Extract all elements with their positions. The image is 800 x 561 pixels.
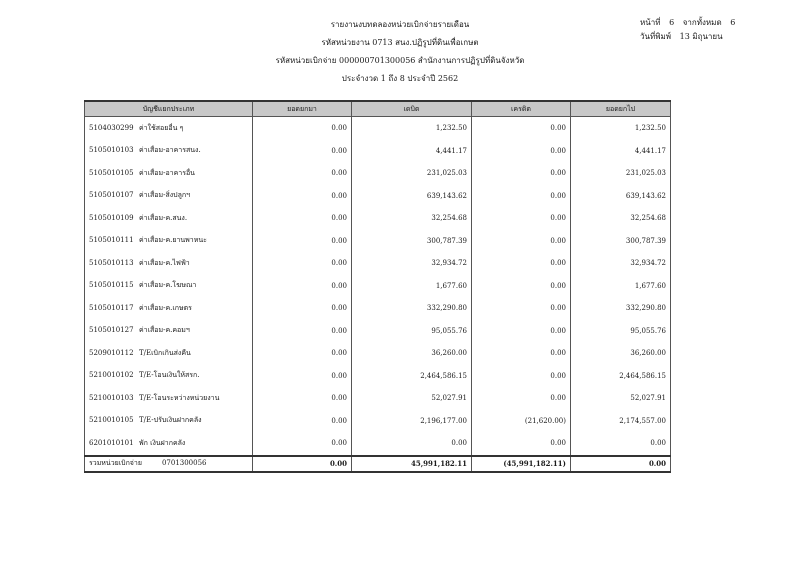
credit: 0.00 xyxy=(472,185,571,208)
balance-cf: 1,677.60 xyxy=(571,275,671,298)
account-name: ค่าใช้สอยอื่น ๆ xyxy=(139,123,184,132)
account-name: ค่าเสื่อม-ค.ยานพาหนะ xyxy=(139,236,207,245)
total-unit-code: 0701300056 xyxy=(161,459,207,467)
page-info xyxy=(640,16,790,44)
account-code: 5105010115 xyxy=(89,281,134,290)
account-code: 5210010103 xyxy=(89,393,134,402)
debit: 1,677.60 xyxy=(352,275,472,298)
account-name: T/E-โอนเงินให้สรก. xyxy=(139,371,200,380)
account-code: 5209010112 xyxy=(89,348,134,357)
account-name: ค่าเสื่อม-ค.สนง. xyxy=(139,213,188,222)
table-header-row xyxy=(85,101,671,117)
table-body xyxy=(85,117,671,456)
total-row xyxy=(85,456,671,472)
balance-bf: 0.00 xyxy=(253,140,352,163)
balance-cf: 639,143.62 xyxy=(571,185,671,208)
balance-cf: 32,934.72 xyxy=(571,252,671,275)
total-pages-label: จากทั้งหมด xyxy=(682,18,722,27)
credit: 0.00 xyxy=(472,117,571,140)
credit: 0.00 xyxy=(472,297,571,320)
debit: 300,787.39 xyxy=(352,230,472,253)
debit: 95,055.76 xyxy=(352,320,472,343)
table-row xyxy=(85,320,671,343)
account-code: 5105010105 xyxy=(89,168,134,177)
account-code: 5105010109 xyxy=(89,213,134,222)
table-row xyxy=(85,365,671,388)
balance-cf: 2,174,557.00 xyxy=(571,410,671,433)
table-row xyxy=(85,432,671,456)
account-code: 5105010117 xyxy=(89,303,134,312)
account-name: ค่าเสื่อม-ค.ไฟฟ้า xyxy=(139,258,190,267)
balance-bf: 0.00 xyxy=(253,162,352,185)
debit: 639,143.62 xyxy=(352,185,472,208)
table-row xyxy=(85,207,671,230)
balance-cf: 2,464,586.15 xyxy=(571,365,671,388)
balance-bf: 0.00 xyxy=(253,320,352,343)
disbursement-unit-line: รหัสหน่วยเบิกจ่าย 000000701300056 สำนักงานการปฏิรูปที่ดินจังหวัด xyxy=(275,56,525,65)
debit: 2,464,586.15 xyxy=(352,365,472,388)
table-row xyxy=(85,275,671,298)
balance-bf: 0.00 xyxy=(253,117,352,140)
page-number: 6 xyxy=(669,18,675,27)
total-label: รวมหน่วยเบิกจ่าย xyxy=(89,459,142,467)
header-balance-cf: ยอดยกไป xyxy=(571,101,671,117)
balance-cf: 231,025.03 xyxy=(571,162,671,185)
debit: 231,025.03 xyxy=(352,162,472,185)
credit: 0.00 xyxy=(472,320,571,343)
debit: 332,290.80 xyxy=(352,297,472,320)
report-title: รายงานงบทดลองหน่วยเบิกจ่ายรายเดือน xyxy=(330,20,470,29)
balance-cf: 4,441.17 xyxy=(571,140,671,163)
report-header xyxy=(200,16,600,88)
account-name: พัก เงินฝากคลัง xyxy=(139,438,186,447)
balance-bf: 0.00 xyxy=(253,252,352,275)
balance-bf: 0.00 xyxy=(253,297,352,320)
table-row xyxy=(85,140,671,163)
header-account: บัญชีแยกประเภท xyxy=(85,101,253,117)
credit: 0.00 xyxy=(472,162,571,185)
balance-cf: 1,232.50 xyxy=(571,117,671,140)
credit: 0.00 xyxy=(472,432,571,456)
balance-bf: 0.00 xyxy=(253,207,352,230)
table-row xyxy=(85,342,671,365)
account-code: 5105010113 xyxy=(89,258,134,267)
balance-cf: 52,027.91 xyxy=(571,387,671,410)
account-name: ค่าเสื่อม-ค.คอมฯ xyxy=(139,326,190,335)
header-credit: เครดิต xyxy=(472,101,571,117)
balance-cf: 36,260.00 xyxy=(571,342,671,365)
header-debit: เดบิต xyxy=(352,101,472,117)
credit: 0.00 xyxy=(472,207,571,230)
credit: 0.00 xyxy=(472,252,571,275)
table-row xyxy=(85,410,671,433)
total-credit: (45,991,182.11) xyxy=(472,456,571,472)
balance-bf: 0.00 xyxy=(253,342,352,365)
account-name: ค่าเสื่อม-ค.โฆษณา xyxy=(139,281,197,290)
debit: 0.00 xyxy=(352,432,472,456)
period-line: ประจำงวด 1 ถึง 8 ประจำปี 2562 xyxy=(341,74,459,83)
debit: 2,196,177.00 xyxy=(352,410,472,433)
debit: 52,027.91 xyxy=(352,387,472,410)
balance-cf: 0.00 xyxy=(571,432,671,456)
table-row xyxy=(85,162,671,185)
account-code: 6201010101 xyxy=(89,438,134,447)
table-row xyxy=(85,387,671,410)
total-balance-cf: 0.00 xyxy=(571,456,671,472)
trial-balance-table xyxy=(84,100,671,473)
print-date: 13 มิถุนายน xyxy=(679,32,723,41)
page-label: หน้าที่ xyxy=(640,18,661,27)
account-name: ค่าเสื่อม-สิ่งปลูกฯ xyxy=(139,191,191,200)
debit: 32,254.68 xyxy=(352,207,472,230)
table-row xyxy=(85,252,671,275)
credit: 0.00 xyxy=(472,275,571,298)
total-debit: 45,991,182.11 xyxy=(352,456,472,472)
balance-bf: 0.00 xyxy=(253,230,352,253)
total-balance-bf: 0.00 xyxy=(253,456,352,472)
balance-bf: 0.00 xyxy=(253,387,352,410)
table-row xyxy=(85,297,671,320)
account-name: ค่าเสื่อม-อาคารสนง. xyxy=(139,146,201,155)
print-date-label: วันที่พิมพ์ xyxy=(640,32,672,41)
table-row xyxy=(85,185,671,208)
credit: (21,620.00) xyxy=(472,410,571,433)
balance-bf: 0.00 xyxy=(253,365,352,388)
credit: 0.00 xyxy=(472,140,571,163)
credit: 0.00 xyxy=(472,365,571,388)
debit: 1,232.50 xyxy=(352,117,472,140)
credit: 0.00 xyxy=(472,387,571,410)
balance-bf: 0.00 xyxy=(253,410,352,433)
account-code: 5105010111 xyxy=(89,236,134,245)
balance-bf: 0.00 xyxy=(253,275,352,298)
debit: 4,441.17 xyxy=(352,140,472,163)
account-code: 5210010102 xyxy=(89,371,134,380)
credit: 0.00 xyxy=(472,342,571,365)
credit: 0.00 xyxy=(472,230,571,253)
account-code: 5105010127 xyxy=(89,326,134,335)
account-name: ค่าเสื่อม-อาคารอื่น xyxy=(139,168,195,177)
debit: 32,934.72 xyxy=(352,252,472,275)
balance-cf: 300,787.39 xyxy=(571,230,671,253)
total-pages: 6 xyxy=(730,18,736,27)
balance-cf: 95,055.76 xyxy=(571,320,671,343)
balance-bf: 0.00 xyxy=(253,432,352,456)
agency-line: รหัสหน่วยงาน 0713 สนง.ปฏิรูปที่ดินเพื่อเกษต xyxy=(321,38,479,47)
debit: 36,260.00 xyxy=(352,342,472,365)
account-name: T/E-โอนระหว่างหน่วยงาน xyxy=(139,393,220,402)
balance-cf: 32,254.68 xyxy=(571,207,671,230)
table-row xyxy=(85,230,671,253)
table-row xyxy=(85,117,671,140)
account-name: T/Eเบิกเกินส่งคืน xyxy=(139,348,191,357)
account-name: T/E-ปรับเงินฝากคลัง xyxy=(139,416,202,425)
account-code: 5105010107 xyxy=(89,191,134,200)
account-code: 5105010103 xyxy=(89,146,134,155)
balance-cf: 332,290.80 xyxy=(571,297,671,320)
header-balance-bf: ยอดยกมา xyxy=(253,101,352,117)
account-name: ค่าเสื่อม-ค.เกษตร xyxy=(139,303,192,312)
balance-bf: 0.00 xyxy=(253,185,352,208)
account-code: 5104030299 xyxy=(89,123,134,132)
account-code: 5210010105 xyxy=(89,416,134,425)
